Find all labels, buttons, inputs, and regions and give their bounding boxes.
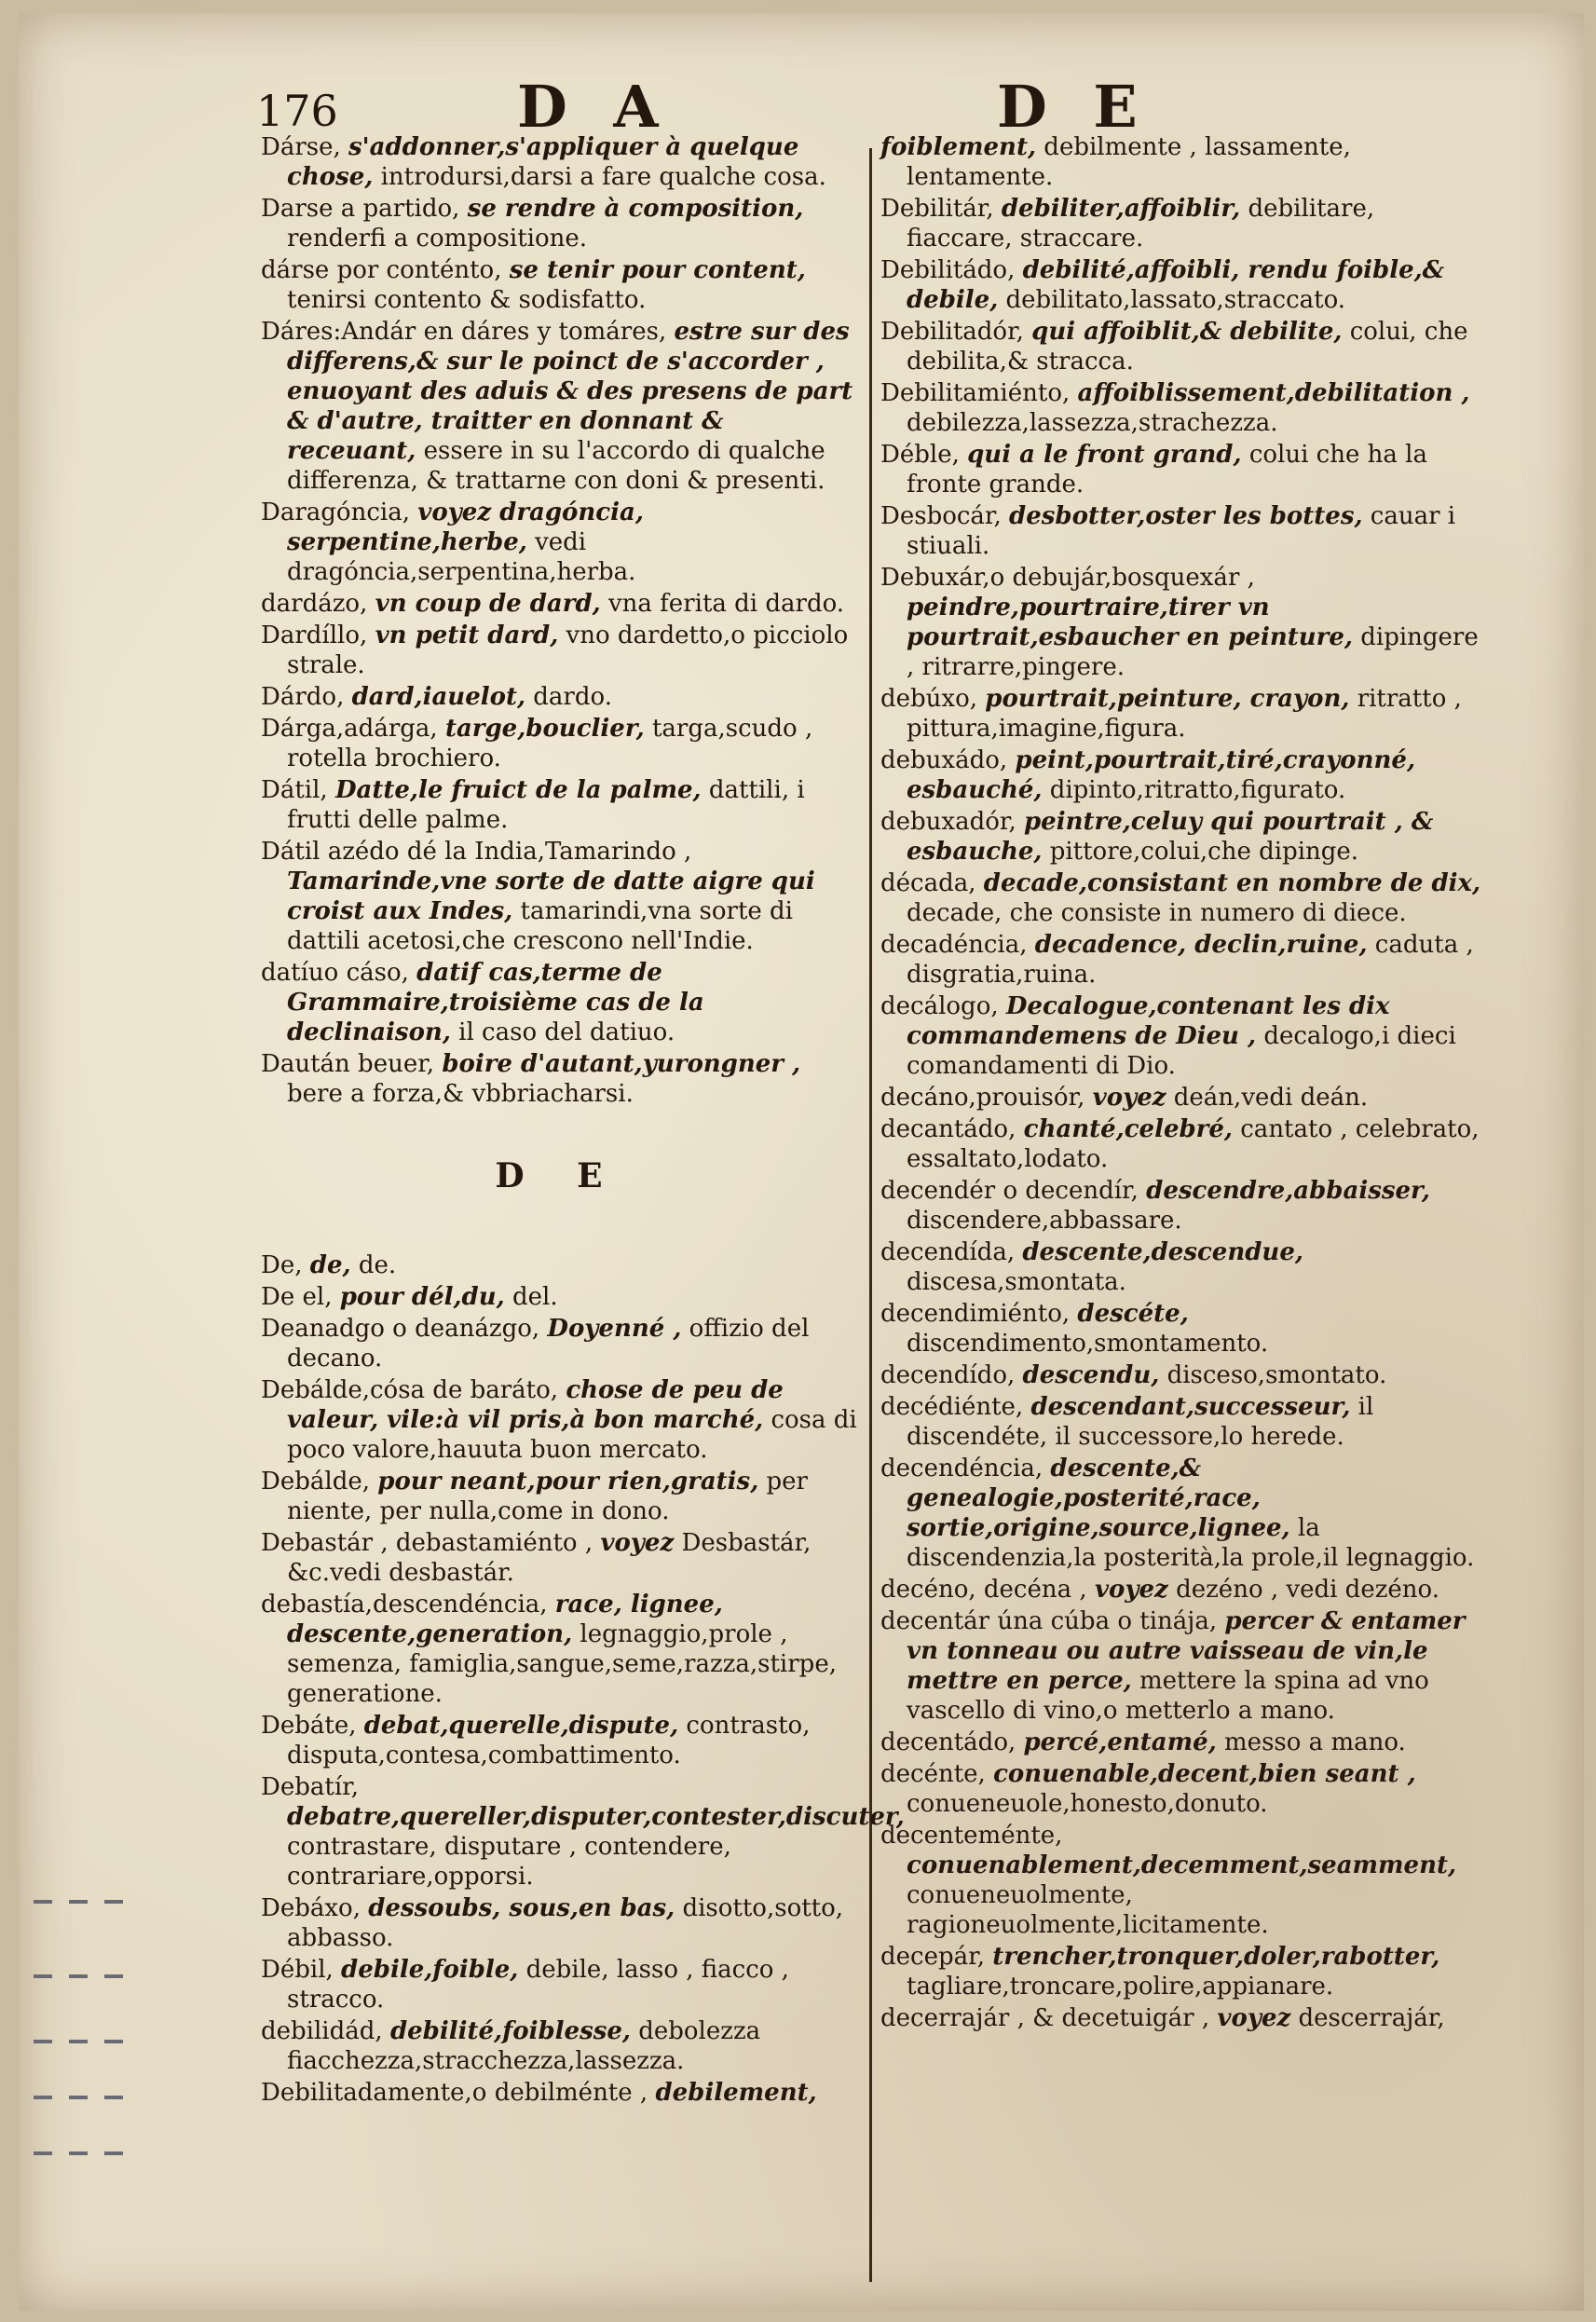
italian-gloss: discendimento,smontamento. [907,1330,1269,1358]
dictionary-entry [261,1772,905,1892]
dictionary-entry [261,1955,857,2015]
headword: Débil, [261,1956,334,1984]
italian-gloss: introdursi,darsi a fare qualche cosa. [380,163,826,191]
french-gloss: Datte,le fruict de la palme, [334,776,702,804]
right-entries [880,132,1486,2033]
italian-gloss: dezéno , vedi dezéno. [1176,1576,1440,1604]
french-gloss: debat,querelle,dispute, [363,1712,679,1740]
headword: Deanadgo o deanázgo, [261,1315,540,1343]
headword: debuxadór, [880,808,1016,836]
dictionary-entry [261,132,857,192]
italian-gloss: discendere,abbassare. [907,1207,1182,1235]
dictionary-entry [261,1590,857,1709]
french-gloss: decadence, declin,ruine, [1034,931,1368,959]
french-gloss: vn petit dard, [375,621,559,649]
left-entries-top [261,132,857,1109]
dictionary-entry [880,501,1486,561]
dictionary-entry [261,1467,857,1526]
italian-gloss: offizio del decano. [287,1315,810,1373]
headword: Dárse, [261,133,341,161]
italian-gloss: tagliare,troncare,polire,appianare. [907,1973,1334,2001]
dictionary-entry [880,1606,1486,1726]
headword: decáno,prouisór, [880,1084,1085,1112]
headword: Daután beuer, [261,1050,435,1078]
french-gloss: trencher,tronquer,doler,rabotter, [992,1943,1440,1971]
headword: Dátil azédo dé la India,Tamarindo , [261,838,692,866]
headword: dárse por conténto, [261,256,502,284]
headword: Debáxo, [261,1894,361,1922]
italian-gloss: debilmente , lassamente, lentamente. [907,133,1351,191]
dictionary-entry [880,1942,1486,2001]
dictionary-entry [261,1893,857,1953]
french-gloss: descente,& genealogie,posterité,race, sortie,origine,source,lignee, [907,1455,1290,1542]
french-gloss: descéte, [1077,1300,1189,1328]
french-gloss: peintre,celuy qui pourtrait , & esbauche, [907,808,1434,866]
dictionary-entry [880,1454,1486,1573]
dictionary-entry [261,1375,857,1465]
headword: De el, [261,1283,333,1311]
headword: Debilitamiénto, [880,379,1071,407]
french-gloss: Decalogue,contenant les dix commandemens de Dieu , [907,992,1390,1050]
headword: Dáres:Andár en dáres y tomáres, [261,318,667,346]
dictionary-entry [880,132,1486,192]
italian-gloss: deán,vedi deán. [1173,1084,1369,1112]
french-gloss: debilité,foiblesse, [389,2017,631,2045]
french-gloss: conuenable,decent,bien seant , [993,1760,1416,1788]
dictionary-entry [261,775,857,835]
french-gloss: voyez [600,1529,675,1557]
italian-gloss: debile, lasso , fiacco , stracco. [287,1956,789,2014]
italian-gloss: ritratto , pittura,imagine,figura. [907,685,1462,743]
dictionary-entry [261,714,857,773]
headword: decepár, [880,1943,985,1971]
french-gloss: voyez dragóncia, serpentine,herbe, [287,499,644,556]
dictionary-entry [880,1392,1486,1452]
italian-gloss: il discendéte, il successore,lo herede. [907,1393,1374,1451]
dictionary-entry [880,2003,1486,2033]
headword: Debilitadamente,o debilménte , [261,2079,648,2107]
italian-gloss: la discendenzia,la posterità,la prole,il legnaggio. [907,1514,1475,1572]
italian-gloss: colui che ha la fronte grande. [907,441,1427,499]
italian-gloss: decade, che consiste in numero di diece. [907,899,1407,927]
dictionary-entry [880,563,1486,682]
italian-gloss: pittore,colui,che dipinge. [1049,838,1359,866]
italian-gloss: debilitato,lassato,straccato. [1005,286,1346,314]
dictionary-entry [261,621,857,680]
italian-gloss: Desbastár, &c.vedi desbastár. [287,1529,812,1587]
bleed-through-mark [34,1892,164,1914]
italian-gloss: bere a forza,& vbbriacharsi. [287,1080,634,1108]
dictionary-entry [261,255,857,315]
headword: Debilitádo, [880,256,1016,284]
headword: dardázo, [261,590,368,618]
dictionary-entry [880,440,1486,499]
french-gloss: foiblement, [880,133,1037,161]
headword: Daragóncia, [261,499,410,526]
headword: decénte, [880,1760,986,1788]
french-gloss: estre sur des differens,& sur le poinct de s'accorder , enuoyant des aduis & des presens de part & d'autre, traitter en donnant & receuant, [287,318,853,465]
headword: decédiénte, [880,1393,1024,1421]
french-gloss: qui affoiblit,& debilite, [1031,318,1343,346]
italian-gloss: del. [512,1283,558,1311]
headword: Desbocár, [880,502,1002,530]
headword: Dárdo, [261,683,345,711]
headword: decantádo, [880,1115,1016,1143]
headword: Debilitadór, [880,318,1024,346]
italian-gloss: debilezza,lassezza,strachezza. [907,409,1278,437]
headword: debastía,descendéncia, [261,1591,548,1619]
headword: Debálde, [261,1468,370,1496]
dictionary-entry [880,745,1486,805]
italian-gloss: de. [358,1251,397,1279]
french-gloss: debile,foible, [341,1956,519,1984]
headword: Dardíllo, [261,621,368,649]
french-gloss: descendu, [1022,1361,1160,1389]
headword: decendéncia, [880,1455,1044,1482]
dictionary-entry [880,194,1486,253]
column-divider [869,148,872,2282]
italian-gloss: colui, che debilita,& stracca. [907,318,1468,376]
italian-gloss: discesa,smontata. [907,1268,1126,1296]
book-page [19,13,1584,2311]
french-gloss: debilement, [655,2079,817,2107]
headword: decentár úna cúba o tinája, [880,1607,1218,1635]
french-gloss: se rendre à composition, [467,195,804,223]
section-heading: D E [495,1156,623,1195]
headword: decadéncia, [880,931,1028,959]
dictionary-entry [261,958,857,1047]
french-gloss: pourtrait,peinture, crayon, [985,685,1350,713]
dictionary-entry [880,1575,1486,1605]
dictionary-entry [261,2078,857,2108]
italian-gloss: dipingere , ritrarre,pingere. [907,623,1479,681]
dictionary-entry [261,1250,857,1280]
running-head-left: D A [517,73,672,141]
italian-gloss: conueneuole,honesto,donuto. [907,1790,1268,1818]
dictionary-entry [880,930,1486,990]
dictionary-entry [880,317,1486,376]
italian-gloss: legnaggio,prole , semenza, famiglia,sangue,seme,razza,stirpe, generatione. [287,1620,837,1708]
headword: Dátil, [261,776,328,804]
french-gloss: Doyenné , [547,1315,682,1343]
dictionary-entry [261,1711,857,1770]
italian-gloss: dardo. [533,683,612,711]
italian-gloss: renderfi a compositione. [287,225,588,253]
italian-gloss: tamarindi,vna sorte di dattili acetosi,che crescono nell'Indie. [287,897,793,955]
french-gloss: descendre,abbaisser, [1146,1177,1430,1205]
italian-gloss: per niente, per nulla,come in dono. [287,1468,808,1525]
headword: De, [261,1251,303,1279]
dictionary-entry [880,991,1486,1081]
headword: decálogo, [880,992,999,1020]
french-gloss: race, lignee, descente,generation, [287,1591,723,1648]
italian-gloss: tenirsi contento & sodisfatto. [287,286,647,314]
dictionary-entry [880,1728,1486,1757]
dictionary-entry [880,807,1486,867]
italian-gloss: messo a mano. [1224,1728,1406,1756]
french-gloss: dessoubs, sous,en bas, [368,1894,675,1922]
italian-gloss: cosa di poco valore,hauuta buon mercato. [287,1406,857,1464]
italian-gloss: vna ferita di dardo. [607,590,845,618]
headword: Debastár , debastamiénto , [261,1529,593,1557]
dictionary-entry [261,1314,857,1373]
headword: Déble, [880,441,960,469]
italian-gloss: descerrajár, [1298,2004,1445,2032]
french-gloss: peint,pourtrait,tiré,crayonné, esbauché, [907,746,1416,804]
dictionary-entry [880,1114,1486,1174]
bleed-through-mark [34,2143,164,2165]
italian-gloss: vno dardetto,o picciolo strale. [287,621,849,679]
italian-gloss: vedi dragóncia,serpentina,herba. [287,528,636,586]
headword: Debilitár, [880,195,994,223]
italian-gloss: mettere la spina ad vno vascello di vino,o metterlo a mano. [907,1667,1429,1725]
headword: debuxádo, [880,746,1008,774]
french-gloss: percé,entamé, [1023,1728,1217,1756]
dictionary-entry [880,255,1486,315]
dictionary-entry [261,1049,857,1109]
headword: Dárga,adárga, [261,715,438,743]
french-gloss: voyez [1092,1084,1166,1112]
bleed-through-mark [34,1966,164,1988]
italian-gloss: dattili, i frutti delle palme. [287,776,805,834]
dictionary-entry [261,2016,857,2076]
headword: debúxo, [880,685,977,713]
headword: datíuo cáso, [261,959,409,987]
dictionary-entry [880,1083,1486,1113]
italian-gloss: debilitare, fiaccare, straccare. [907,195,1375,253]
french-gloss: decade,consistant en nombre de dix, [983,869,1481,897]
headword: decéno, decéna , [880,1576,1087,1604]
running-head-right: D E [997,73,1151,141]
french-gloss: voyez [1094,1576,1168,1604]
dictionary-entry [261,498,857,587]
dictionary-entry [880,684,1486,744]
right-column [880,132,1486,2035]
headword: decendimiénto, [880,1300,1071,1328]
dictionary-entry [261,837,857,956]
dictionary-entry [880,1299,1486,1359]
headword: decendído, [880,1361,1016,1389]
dictionary-entry [880,1759,1486,1819]
dictionary-entry [880,378,1486,438]
french-gloss: pour neant,pour rien,gratis, [377,1468,759,1496]
french-gloss: chanté,celebré, [1023,1115,1233,1143]
italian-gloss: targa,scudo , rotella brochiero. [287,715,813,772]
french-gloss: affoiblissement,debilitation , [1077,379,1470,407]
french-gloss: debilité,affoibli, rendu foible,& debile, [907,256,1445,314]
french-gloss: debiliter,affoiblir, [1001,195,1241,223]
headword: decenteménte, [880,1822,1063,1850]
french-gloss: descendant,successeur, [1030,1393,1351,1421]
italian-gloss: contrastare, disputare , contendere, contrariare,opporsi. [287,1833,731,1891]
italian-gloss: caduta , disgratia,ruina. [907,931,1474,989]
bleed-through-mark [34,2087,164,2110]
dictionary-entry [261,194,857,253]
dictionary-entry [880,1360,1486,1390]
italian-gloss: il caso del datiuo. [458,1018,675,1046]
french-gloss: boire d'autant,yurongner , [442,1050,801,1078]
italian-gloss: cantato , celebrato, essaltato,lodato. [907,1115,1480,1173]
italian-gloss: debolezza fiacchezza,stracchezza,lassezza. [287,2017,761,2075]
french-gloss: datif cas,terme de Grammaire,troisième cas de la declinaison, [287,959,704,1046]
headword: decentádo, [880,1728,1016,1756]
italian-gloss: conueneuolmente, ragioneuolmente,licitamente. [907,1881,1269,1939]
headword: Darse a partido, [261,195,460,223]
italian-gloss: contrasto, disputa,contesa,combattimento. [287,1712,811,1769]
dictionary-entry [261,317,857,496]
headword: Debatír, [261,1773,359,1801]
headword: decerrajár , & decetuigár , [880,2004,1210,2032]
left-column [261,132,905,2110]
headword: década, [880,869,976,897]
french-gloss: voyez [1217,2004,1291,2032]
headword: Debáte, [261,1712,357,1740]
italian-gloss: cauar i stiuali. [907,502,1456,560]
bleed-through-mark [34,2031,164,2054]
french-gloss: dard,iauelot, [351,683,526,711]
italian-gloss: decalogo,i dieci comandamenti di Dio. [907,1022,1456,1080]
dictionary-entry [261,682,857,712]
page-number: 176 [256,86,338,136]
french-gloss: pour dél,du, [339,1283,505,1311]
dictionary-entry [261,1528,857,1588]
italian-gloss: disotto,sotto, abbasso. [287,1894,844,1952]
dictionary-entry [261,589,857,619]
french-gloss: desbotter,oster les bottes, [1009,502,1363,530]
french-gloss: Tamarinde,vne sorte de datte aigre qui croist aux Indes, [287,867,815,925]
french-gloss: se tenir pour content, [509,256,806,284]
headword: decendída, [880,1238,1016,1266]
french-gloss: vn coup de dard, [375,590,601,618]
french-gloss: debatre,quereller,disputer,contester,discuter, [287,1803,905,1831]
dictionary-entry [880,1176,1486,1236]
french-gloss: targe,bouclier, [444,715,645,743]
french-gloss: peindre,pourtraire,tirer vn pourtrait,esbaucher en peinture, [907,594,1353,651]
headword: debilidád, [261,2017,383,2045]
french-gloss: qui a le front grand, [967,441,1242,469]
french-gloss: s'addonner,s'appliquer à quelque chose, [287,133,799,191]
french-gloss: chose de peu de valeur, vile:à vil pris,à bon marché, [287,1376,784,1434]
left-entries-bottom [261,1250,905,2108]
italian-gloss: dipinto,ritratto,figurato. [1049,776,1346,804]
italian-gloss: disceso,smontato. [1166,1361,1387,1389]
french-gloss: de, [309,1251,351,1279]
headword: Debálde,cósa de baráto, [261,1376,559,1404]
italian-gloss: essere in su l'accordo di qualche differenza, & trattarne con doni & presenti. [287,437,825,495]
headword: Debuxár,o debujár,bosquexár , [880,564,1255,592]
dictionary-entry [880,868,1486,928]
dictionary-entry [880,1237,1486,1297]
french-gloss: descente,descendue, [1022,1238,1303,1266]
french-gloss: conuenablement,decemment,seamment, [907,1851,1457,1879]
dictionary-entry [880,1821,1486,1940]
headword: decendér o decendír, [880,1177,1139,1205]
dictionary-entry [261,1282,857,1312]
french-gloss: percer & entamer vn tonneau ou autre vaisseau de vin,le mettre en perce, [907,1607,1466,1695]
